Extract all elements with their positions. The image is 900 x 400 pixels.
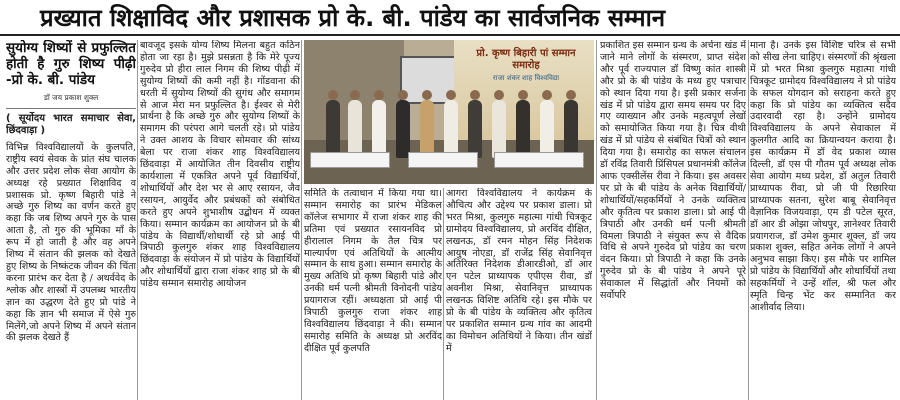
- article-paragraph: प्रकाशित इस सम्मान ग्रन्थ के अर्चना खंड में जाने माने लोगों के संस्मरण, प्राप्त संदेश और पूर्व राज्यपाल डॉ विष्णु कांत शास्त्री और प्रो के बी पांडेय के मध्य हुए पत्राचार को स्थान दिया गया है। इसी प्रकार सर्जना खंड में प्रो पांडेय द्वारा समय समय पर दिए गए व्याख्यान और उनके महत्वपूर्ण लेखों को समायोजित किया गया है। चित्र वीथी खंड में प्रो पांडेय से संबंधित चित्रों को स्थान दिया गया है। समारोह का सफल संचालन डॉ रविंद्र तिवारी प्रिंसिपल प्रधानमंत्री कॉलेज आफ एक्सीलेंस रीवा ने किया। इस अवसर पर प्रो के बी पांडेय के अनेक विद्यार्थियों/शोधार्थियों/सहकर्मियों ने उनके व्यक्तित्व और कृतित्व पर प्रकाश डाला। प्रो आई पी त्रिपाठी और उनकी धर्म पत्नी श्रीमती विमला त्रिपाठी ने संयुक्त रूप से वैदिक विधि से अपने गुरुदेव प्रो पांडेय का चरण वंदन किया। प्रो त्रिपाठी ने कहा कि उनके गुरुदेव प्रो के बी पांडेय ने अपने पूरे सेवाकाल में सिद्धांतों और नियमों को सर्वोपरि: [600, 40, 746, 302]
- byline: डॉ जय प्रकाश शुक्ल: [43, 93, 99, 102]
- photo-table: [494, 152, 584, 168]
- photo-person-head: [566, 90, 576, 100]
- column-rule: [596, 40, 597, 400]
- photo-person: [396, 100, 410, 158]
- photo-table: [408, 152, 478, 168]
- news-source: ( सूर्योदय भारत समाचार सेवा, छिंदवाड़ा ): [6, 112, 136, 137]
- photo-person-head: [328, 90, 338, 100]
- article-paragraph: विभिन्न विश्वविद्यालयों के कुलपति, राष्ट्रीय स्वयं सेवक के प्रांत संघ चालक और उत्तर प्रदेश लोक सेवा आयोग के अध्यक्ष रहे प्रख्यात शिक्षाविद व प्रशासक प्रो. कृष्ण बिहारी पांडे ने अच्छे गुरु शिष्य का वर्णन करते हुए कहा कि जब शिष्य अपने गुरु के पास आता है, तो गुरु की भूमिका माँ के रूप में हो जाती है और वह अपने शिष्य में संतान की झलक को देखते हुए शिष्य के निष्कंटक जीवन की चिंता करना प्रारंभ कर देता है / अथर्ववेद के श्लोक और शास्त्रों में उपलब्ध भारतीय ज्ञान का उद्धरण देते हुए प्रो पांडे ने कहा कि ज्ञान भी समाज में ऐसे गुरु मिलेंगे,जो अपने शिष्य में अपने संतान की झलक देखते हैं: [6, 141, 136, 344]
- photo-person: [468, 100, 482, 158]
- headline: प्रख्यात शिक्षाविद और प्रशासक प्रो के. बी. पांडेय का सार्वजनिक सम्मान: [0, 0, 900, 36]
- article-paragraph: आगरा विश्वविद्यालय ने कार्यक्रम के औचित्य और उद्देश्य पर प्रकाश डाला। प्रो भरत मिश्रा, कुलगुरु महात्मा गांधी चित्रकूट ग्रामोदय विश्वविद्यालय, प्रो अरविंद दीक्षित, लखनऊ, डॉ रमन मोहन सिंह निदेशक आयुष नोएडा, डॉ राजेंद्र सिंह सेवानिवृत्त अतिरिक्त निदेशक डीआरडीओ, डॉ आर एन पटेल प्राध्यापक एपीएस रीवा, डॉ अवनीश मिश्रा, सेवानिवृत्त प्राध्यापक लखनऊ विशिष्ट अतिथि रहे। इस मौके पर प्रो के बी पांडेय के व्यक्तित्व और कृतित्व पर प्रकाशित सम्मान ग्रन्थ गांव का आदमी का विमोचन अतिथियों ने किया। तीन खंडों में: [446, 188, 592, 354]
- article-paragraph: बावजूद इसके योग्य शिष्य मिलना बहुत कठिन होता जा रहा है। मुझे प्रसन्नता है कि मेरे पूज्य गुरुदेव प्रो हीरा लाल निगम की शिष्य पीढ़ी में सुयोग्य शिष्यों की कमी नहीं है। गोंडवाना की धरती में सुयोग्य शिष्यों की सुगंध और समागम से आज मेरा मन प्रफुल्लित है। ईश्वर से मेरी प्रार्थना है कि अच्छे गुरु और सुयोग्य शिष्यों के समागम की परंपरा आगे चलती रहे। प्रो पांडेय ने उक्त आशय के विचार सोमवार की सांध्य बेला पर राजा शंकर शाह विश्वविद्यालय छिंदवाड़ा में आयोजित तीन दिवसीय राष्ट्रीय कार्यशाला में एकत्रित अपने पूर्व विद्यार्थियों, शोधार्थियों और देश भर से आए रसायन, जैव रसायन, आयुर्वेद और प्रबंधकों को संबोधित करते हुए अपने शुभाशीष उद्बोधन में व्यक्त किया। सम्मान कार्यक्रम का आयोजन प्रो के बी पांडेय के विद्यार्थी/शोधार्थी रहे प्रो आई पी त्रिपाठी कुलगुरु शंकर शाह विश्वविद्यालय छिंदवाड़ा के संयोजन में प्रो पांडेय के विद्यार्थियों और शोधार्थियों द्वारा राजा शंकर शाह प्रो के बी पांडेय सम्मान समारोह आयोजन: [140, 40, 300, 290]
- column-1: [6, 40, 136, 400]
- photo-person: [348, 100, 362, 158]
- column-2: [140, 40, 300, 400]
- article-paragraph: समिति के तत्वाधान में किया गया था। सम्मान समारोह का प्रारंभ मेडिकल कॉलेज सभागार में राजा शंकर शाह की प्रतिमा एवं प्रख्यात रसायनविद प्रो हीरालाल निगम के तैल चित्र पर माल्यार्पण एवं अतिथियों के आत्मीय सम्मान के साथ हुआ। सम्मान समारोह के मुख्य अतिथि प्रो कृष्ण बिहारी पांडे और उनकी धर्म पत्नी श्रीमती विनोदनी पांडेय प्रयागराज रहीं। अध्यक्षता प्रो आई पी त्रिपाठी कुलगुरु राजा शंकर शाह विश्वविद्यालय छिंदवाड़ा ने की। सम्मान समारोह समिति के अध्यक्ष प्रो अरविंद दीक्षित पूर्व कुलपति: [304, 188, 442, 354]
- photo-person-head: [542, 90, 552, 100]
- event-photo: [304, 40, 594, 184]
- column-rule: [301, 40, 302, 400]
- photo-person-head: [470, 90, 480, 100]
- photo-person: [444, 100, 458, 158]
- photo-person-head: [446, 90, 456, 100]
- sub-headline: सुयोग्य शिष्यों से प्रफुल्लित होती है गुरु शिष्य पीढ़ी -प्रो के. बी. पांडेय: [6, 40, 136, 88]
- photo-person-head: [398, 90, 408, 100]
- divider: [6, 108, 136, 109]
- photo-person: [564, 100, 578, 158]
- photo-table: [310, 152, 390, 168]
- photo-banner-title: प्रो. कृष्ण बिहारी पां सम्मान समारोह: [476, 48, 576, 71]
- column-3: [304, 188, 442, 400]
- photo-person: [372, 100, 386, 158]
- column-4: [446, 188, 592, 400]
- photo-banner-subtitle: राजा शंकर शाह विश्वविद्या: [492, 74, 560, 82]
- column-rule: [443, 188, 444, 400]
- photo-person: [492, 100, 506, 158]
- article-paragraph: माना है। उनके इस विशिष्ट चरित्र से सभी को सीख लेना चाहिए। संस्मरणों की श्रृंखला में प्रो भरत मिश्रा कुलगुरु महात्मा गांधी चित्रकूट ग्रामोदय विश्वविद्यालय ने प्रो पांडेय के सफल योगदान को सराहना करते हुए कहा कि प्रो पांडेय का व्यक्तित्व सदैव उदारवादी रहा है। उन्होंने ग्रामोदय विश्वविद्यालय के अपने सेवाकाल में कुलगीत आदि का क्रियान्वयन कराया है। इस कार्यक्रम में डॉ वेद प्रकाश व्यास दिल्ली, डॉ एस पी गौतम पूर्व अध्यक्ष लोक सेवा आयोग मध्य प्रदेश, डॉ अतुल तिवारी प्राध्यापक रीवा, प्रो जी पी रिछारिया प्राध्यापक सतना, सुरेश बाबू सेवानिवृत्त वैज्ञानिक विजयवाड़ा, एम डी पटेल सूरत, डॉ आर डी ओझा जोधपुर, ज्ञानेश्वर तिवारी प्रयागराज, डॉ उमेश कुमार शुक्ल, डॉ जय प्रकाश शुक्ल, सहित अनेक लोगों ने अपने अनुभव साझा किए। इस मौके पर शामिल प्रो पांडेय के विद्यार्थियों और शोधार्थियों तथा सहकर्मियों ने उन्हें शॉल, श्री फल और स्मृति चिन्ह भेंट कर सम्मानित कर आशीर्वाद लिया।: [750, 40, 896, 313]
- photo-person: [540, 100, 554, 158]
- column-6: [750, 40, 896, 400]
- column-rule: [748, 40, 749, 400]
- photo-person-head: [350, 90, 360, 100]
- photo-person: [326, 100, 340, 158]
- photo-person: [420, 100, 434, 158]
- photo-person: [516, 100, 530, 158]
- photo-person-head: [494, 90, 504, 100]
- column-rule: [137, 40, 138, 400]
- column-5: [600, 40, 746, 400]
- photo-person-head: [518, 90, 528, 100]
- photo-person-head: [422, 90, 432, 100]
- photo-person-head: [374, 90, 384, 100]
